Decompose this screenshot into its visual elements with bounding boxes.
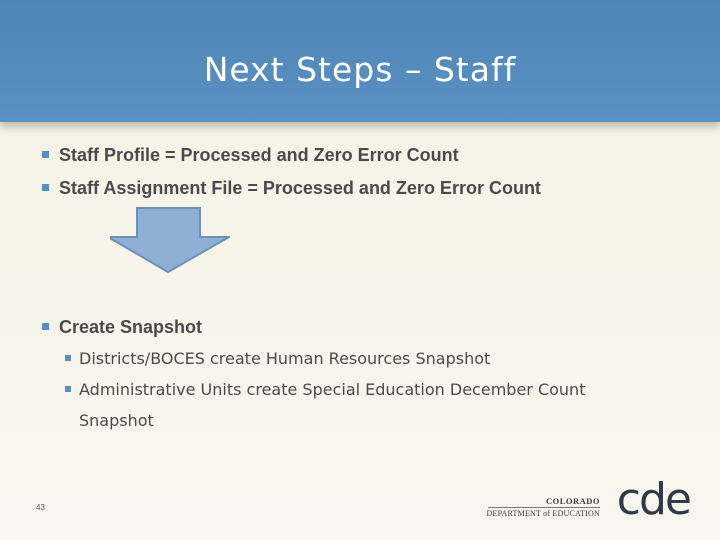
bullet-square-icon bbox=[42, 323, 49, 330]
bullet-square-icon bbox=[42, 184, 49, 191]
logo-department-name: DEPARTMENT of EDUCATION bbox=[486, 509, 600, 518]
logo-mark: cde bbox=[616, 474, 690, 525]
logo-divider bbox=[488, 507, 600, 508]
bullet-staff-assignment bbox=[42, 172, 541, 205]
bullet-text: Create Snapshot bbox=[59, 317, 203, 337]
page-number: 43 bbox=[36, 503, 45, 512]
bullet-staff-profile bbox=[42, 139, 541, 172]
sub-bullet-sped-snapshot bbox=[65, 374, 665, 436]
bullet-square-icon bbox=[65, 386, 71, 392]
sub-bullet-hr-snapshot bbox=[65, 343, 665, 374]
bullet-square-icon bbox=[42, 151, 49, 158]
bullet-text: Staff Profile = Processed and Zero Error Count bbox=[59, 145, 459, 165]
cde-logo bbox=[482, 474, 692, 525]
down-arrow-icon bbox=[110, 207, 230, 275]
logo-state-name: COLORADO bbox=[545, 496, 600, 506]
snapshot-section bbox=[42, 311, 202, 344]
bullet-create-snapshot bbox=[42, 311, 202, 344]
bullet-text: Staff Assignment File = Processed and Zero Error Count bbox=[59, 178, 541, 198]
bullet-text: Administrative Units create Special Education December Count Snapshot bbox=[79, 380, 586, 430]
title-banner bbox=[0, 0, 720, 122]
bullet-square-icon bbox=[65, 355, 71, 361]
snapshot-sub-list bbox=[65, 343, 665, 436]
slide-title: Next Steps – Staff bbox=[203, 50, 517, 89]
bullet-text: Districts/BOCES create Human Resources Snapshot bbox=[79, 349, 491, 368]
top-bullet-list bbox=[42, 139, 541, 205]
